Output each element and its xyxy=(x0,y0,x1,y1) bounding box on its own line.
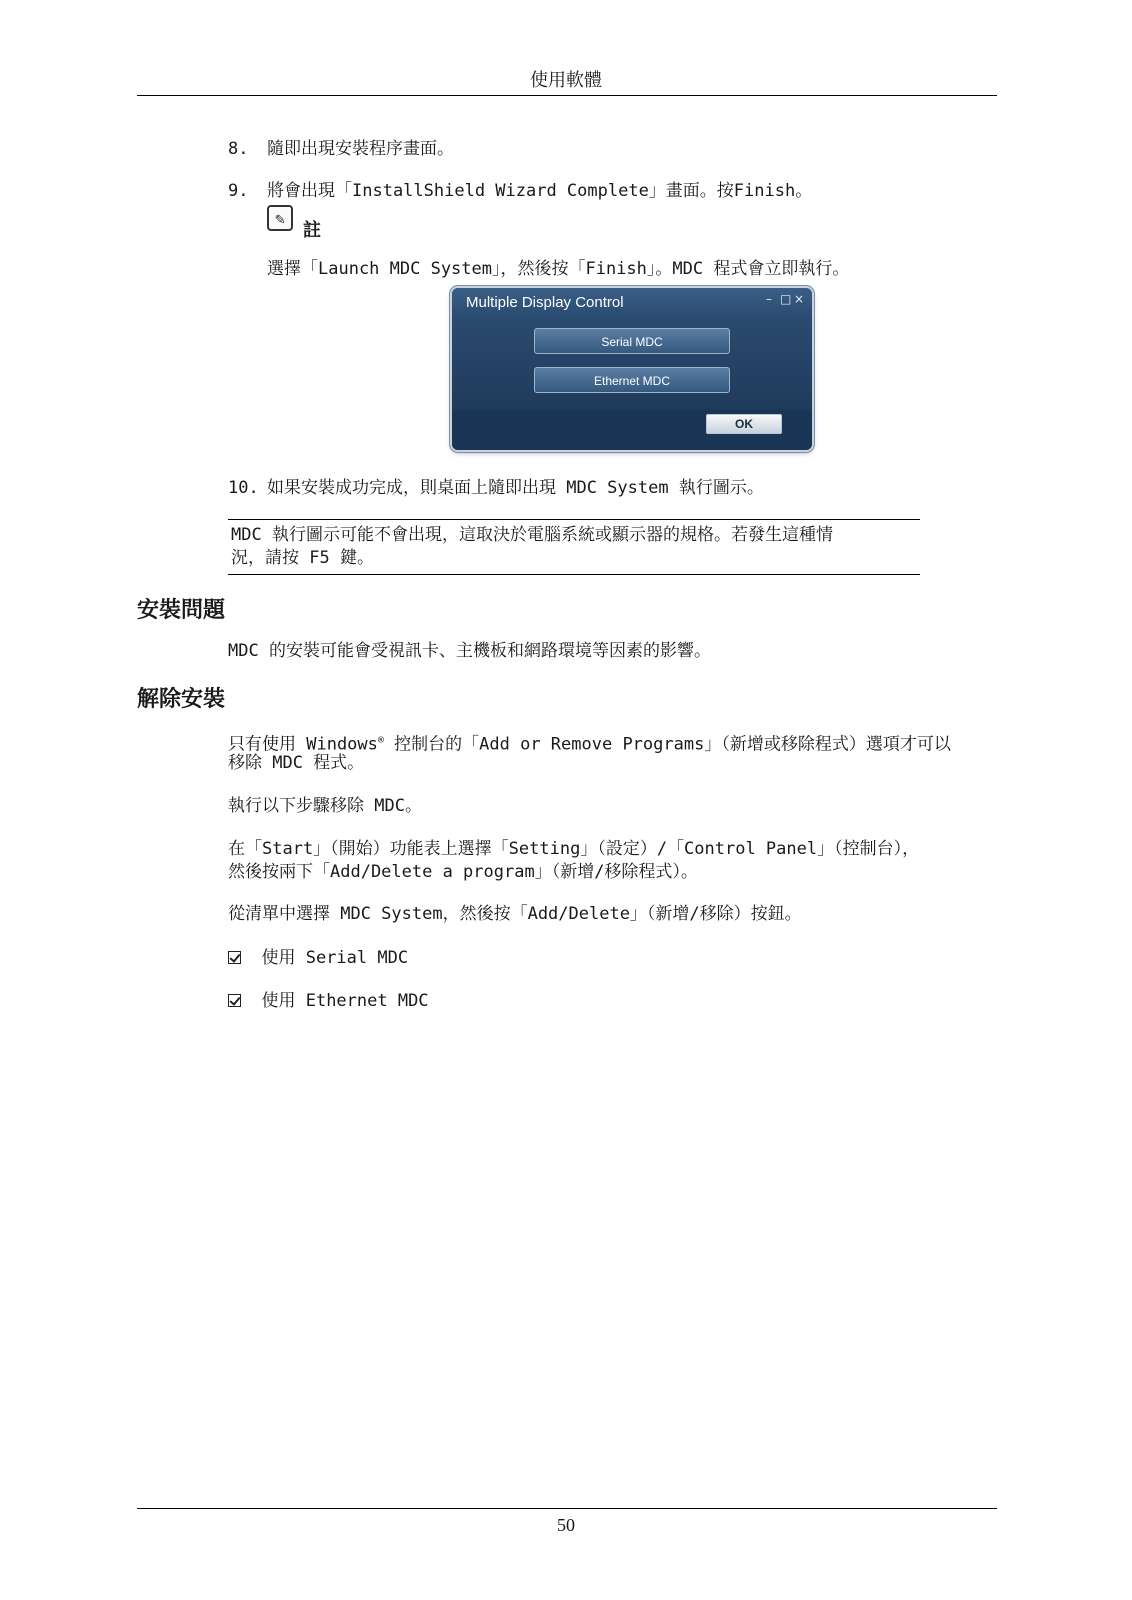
checklist-item-ethernet xyxy=(228,990,429,1013)
install-issues-heading: 安裝問題 xyxy=(137,598,226,623)
uninstall-para-3-line-2: 然後按兩下「Add/Delete a program」（新增/移除程式）。 xyxy=(228,862,698,882)
step-10-text: 如果安裝成功完成，則桌面上隨即出現 MDC System 執行圖示。 xyxy=(267,478,764,498)
dialog-titlebar xyxy=(452,288,812,318)
boxed-note-top-rule xyxy=(228,519,920,520)
note-label: 註 xyxy=(303,220,321,241)
ethernet-mdc-button[interactable]: Ethernet MDC xyxy=(534,367,730,393)
boxed-note-line-2: 況，請按 F5 鍵。 xyxy=(231,548,374,568)
boxed-note-bottom-rule xyxy=(228,574,920,575)
minimize-icon[interactable]: – xyxy=(766,292,772,306)
footer-rule xyxy=(137,1508,997,1509)
uninstall-para-4: 從清單中選擇 MDC System，然後按「Add/Delete」（新增/移除）按鈕。 xyxy=(228,904,802,924)
step-8-number: 8. xyxy=(228,139,249,159)
checklist-item-serial-label: 使用 Serial MDC xyxy=(261,948,409,968)
uninstall-para-1-part-a: 只有使用 Windows xyxy=(228,734,378,755)
ok-button[interactable]: OK xyxy=(706,414,782,434)
header-rule xyxy=(137,95,997,96)
checklist-item-ethernet-label: 使用 Ethernet MDC xyxy=(261,991,429,1011)
uninstall-para-1-part-b: 控制台的「Add or Remove Programs」（新增或移除程式）選項才可以 xyxy=(383,734,951,755)
maximize-icon[interactable]: □ xyxy=(780,292,792,306)
note-text: 選擇「Launch MDC System」，然後按「Finish」。MDC 程式會立即執行。 xyxy=(267,259,850,279)
step-9-text: 將會出現「InstallShield Wizard Complete」畫面。按Finish。 xyxy=(267,181,813,201)
checklist-item-serial xyxy=(228,947,408,970)
page-number: 50 xyxy=(557,1515,575,1535)
registered-mark: ® xyxy=(377,735,384,746)
uninstall-para-1-line-2: 移除 MDC 程式。 xyxy=(228,753,365,773)
boxed-note-line-1: MDC 執行圖示可能不會出現，這取決於電腦系統或顯示器的規格。若發生這種情 xyxy=(231,525,833,545)
checkbox-checked-icon xyxy=(228,951,241,964)
step-9-number: 9. xyxy=(228,181,249,201)
serial-mdc-button[interactable]: Serial MDC xyxy=(534,328,730,354)
install-issues-text: MDC 的安裝可能會受視訊卡、主機板和網路環境等因素的影響。 xyxy=(228,641,711,661)
close-icon[interactable]: × xyxy=(794,292,805,306)
uninstall-para-3-line-1: 在「Start」（開始）功能表上選擇「Setting」（設定）/「Control Panel」（控制台）， xyxy=(228,839,920,859)
uninstall-para-2: 執行以下步驟移除 MDC。 xyxy=(228,796,422,816)
uninstall-heading: 解除安裝 xyxy=(137,687,226,712)
step-8-text: 隨即出現安裝程序畫面。 xyxy=(267,139,454,159)
dialog-title: Multiple Display Control xyxy=(466,294,624,311)
page-header-title: 使用軟體 xyxy=(530,70,602,91)
step-10-number: 10. xyxy=(228,478,259,498)
checkbox-checked-icon xyxy=(228,994,241,1007)
note-pencil-icon: ✎ xyxy=(267,205,293,231)
mdc-dialog-window xyxy=(452,288,812,450)
